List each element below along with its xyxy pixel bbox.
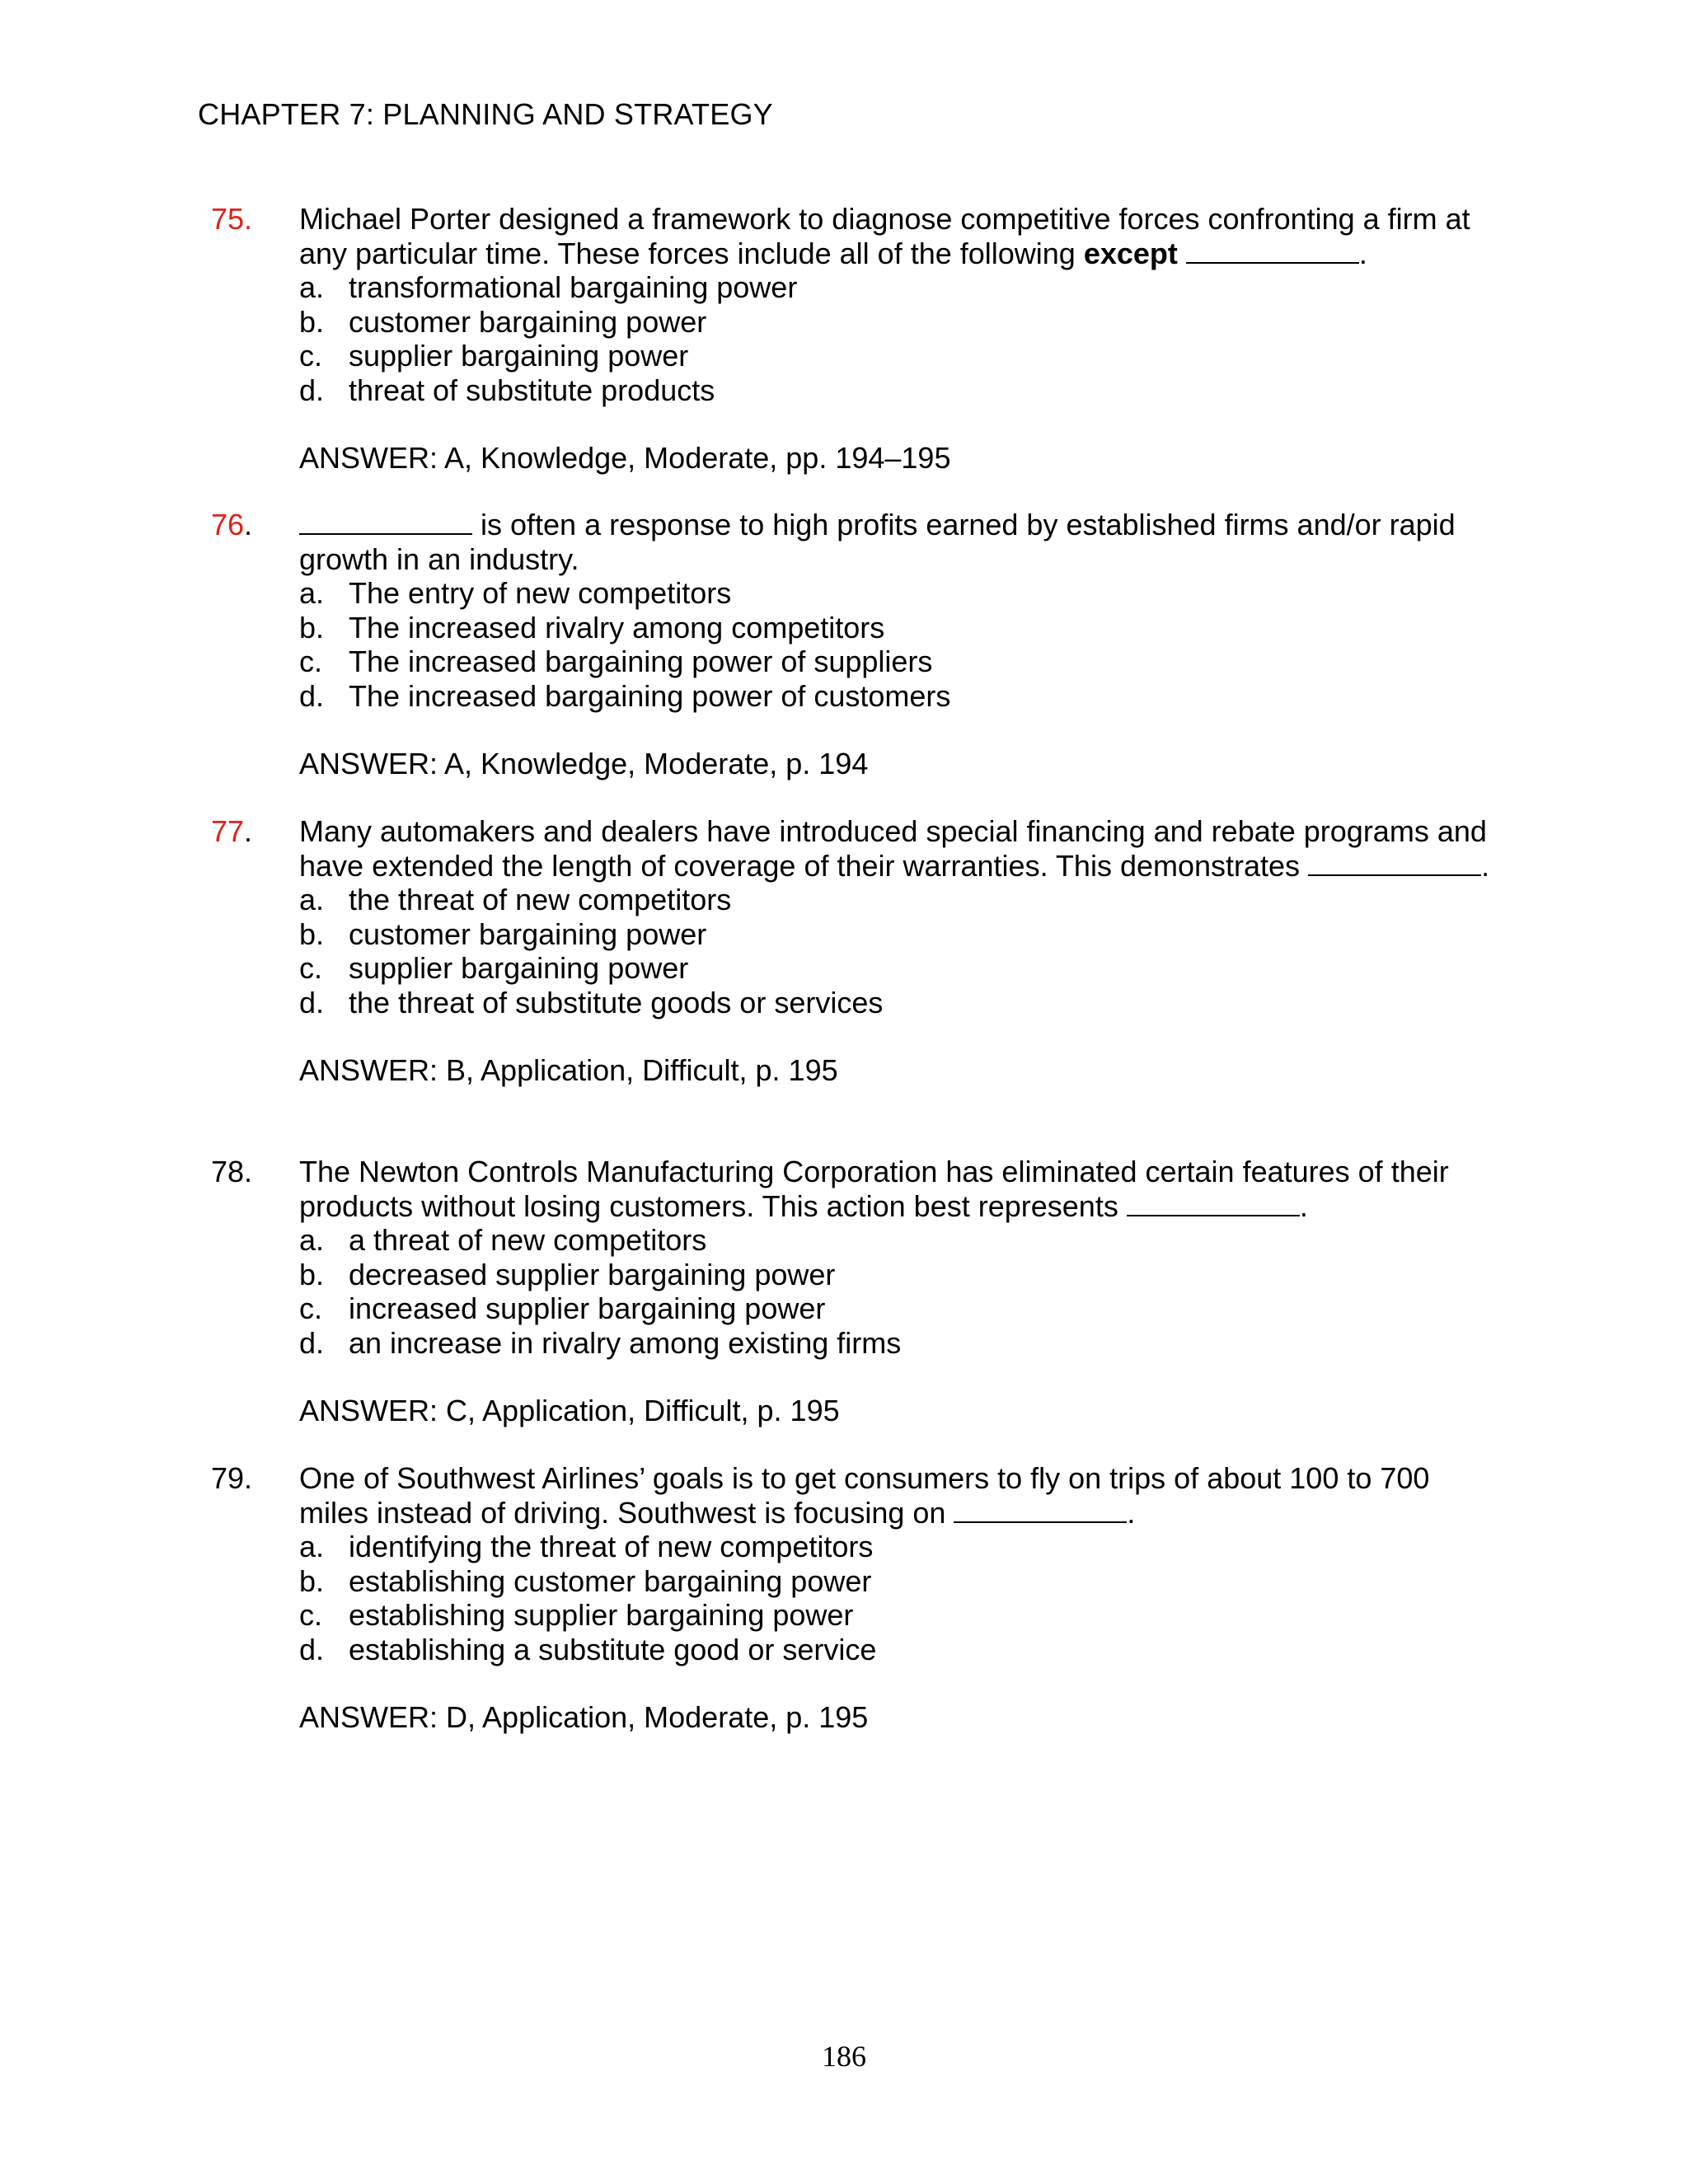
stem-text: One of Southwest Airlines’ goals is to get consumers to fly on trips of about 100 to 700 miles instead of driving. Southwest is focusing on (299, 1461, 1430, 1530)
option-text: The entry of new competitors (349, 576, 732, 610)
option-letter: d. (299, 373, 325, 407)
answer-blank (299, 509, 472, 535)
option-text: threat of substitute products (349, 373, 715, 407)
answer-line: ANSWER: C, Application, Difficult, p. 195 (299, 1394, 840, 1427)
question-number: 78. (211, 1155, 253, 1188)
option-list (299, 576, 1494, 713)
question-number-dot: . (244, 814, 253, 848)
question-stem (299, 814, 1494, 883)
question-stem (299, 1155, 1494, 1223)
option-b (299, 611, 1494, 645)
option-d (299, 1633, 1494, 1667)
question-stem (299, 202, 1494, 270)
option-a (299, 576, 1494, 611)
option-text: the threat of new competitors (349, 883, 732, 916)
option-text: The increased bargaining power of customers (349, 678, 951, 713)
option-a (299, 1530, 1494, 1564)
stem-text-end: . (1481, 848, 1490, 883)
option-text: The increased bargaining power of suppliers (349, 644, 933, 678)
option-text: a threat of new competitors (349, 1223, 707, 1257)
option-letter: a. (299, 270, 325, 304)
option-text: supplier bargaining power (349, 339, 689, 373)
option-a (299, 883, 1494, 917)
option-text: customer bargaining power (349, 916, 707, 951)
question-number-value: 77 (211, 814, 245, 848)
option-letter: a. (299, 1223, 325, 1257)
answer-line: ANSWER: A, Knowledge, Moderate, p. 194 (299, 747, 869, 780)
answer-blank (954, 1497, 1127, 1523)
answer-line: ANSWER: D, Application, Moderate, p. 195 (299, 1700, 869, 1734)
question-stem (299, 1461, 1494, 1530)
option-b (299, 1258, 1494, 1292)
option-text: identifying the threat of new competitors (349, 1530, 874, 1563)
option-list (299, 1530, 1494, 1666)
answer-blank (1186, 237, 1359, 264)
stem-text: The Newton Controls Manufacturing Corporation has eliminated certain features of their products without losing customers. This action best represents (299, 1155, 1449, 1223)
question-body (299, 202, 1494, 476)
question-body (299, 1155, 1494, 1428)
answer-blank (1127, 1190, 1300, 1216)
option-letter: c. (299, 1598, 323, 1632)
option-letter: c. (299, 339, 323, 373)
option-text: supplier bargaining power (349, 951, 689, 985)
question-number: 75. (211, 202, 253, 236)
question-number-value: 76 (211, 508, 245, 541)
option-text: establishing a substitute good or service (349, 1632, 877, 1666)
option-d (299, 986, 1494, 1020)
answer-line: ANSWER: B, Application, Difficult, p. 195 (299, 1053, 838, 1087)
option-letter: d. (299, 678, 325, 713)
option-text: increased supplier bargaining power (349, 1291, 826, 1325)
question-number (211, 508, 285, 542)
option-list (299, 883, 1494, 1019)
page-header: CHAPTER 7: PLANNING AND STRATEGY (198, 97, 773, 131)
stem-text-end: . (1358, 236, 1367, 270)
answer-blank (1308, 850, 1481, 876)
option-letter: a. (299, 883, 325, 916)
stem-text: Many automakers and dealers have introduced special financing and rebate programs and have extended the length of coverage of their warranties. This demonstrates (299, 814, 1487, 883)
question-body (299, 508, 1494, 781)
question-body (299, 814, 1494, 1088)
option-letter: c. (299, 951, 323, 985)
option-letter: d. (299, 1632, 325, 1666)
option-letter: c. (299, 644, 323, 678)
question-stem (299, 508, 1494, 576)
option-text: an increase in rivalry among existing firms (349, 1325, 902, 1360)
option-letter: b. (299, 916, 325, 951)
option-letter: d. (299, 985, 325, 1019)
option-letter: b. (299, 1257, 325, 1291)
option-a (299, 270, 1494, 305)
option-c (299, 951, 1494, 986)
option-text: transformational bargaining power (349, 270, 798, 304)
option-b (299, 917, 1494, 952)
option-letter: a. (299, 576, 325, 610)
option-list (299, 1223, 1494, 1360)
option-letter: b. (299, 1563, 325, 1598)
option-letter: b. (299, 610, 325, 644)
stem-text: is often a response to high profits earned by established firms and/or rapid growth in an industry. (299, 508, 1456, 576)
option-text: establishing supplier bargaining power (349, 1598, 854, 1632)
option-text: The increased rivalry among competitors (349, 610, 885, 644)
page-number: 186 (822, 2040, 866, 2073)
option-b (299, 1564, 1494, 1599)
option-text: customer bargaining power (349, 304, 707, 339)
option-a (299, 1223, 1494, 1258)
stem-text-end: . (1299, 1188, 1308, 1223)
option-d (299, 679, 1494, 714)
option-c (299, 1291, 1494, 1326)
question-body (299, 1461, 1494, 1735)
stem-text-end: . (1127, 1495, 1136, 1530)
stem-text: Michael Porter designed a framework to diagnose competitive forces confronting a firm at any particular time. These forces include all of the following (299, 202, 1470, 270)
option-c (299, 339, 1494, 373)
stem-emphasis: except (1083, 236, 1178, 270)
option-letter: b. (299, 304, 325, 339)
option-c (299, 1598, 1494, 1633)
question-number (211, 814, 285, 849)
option-list (299, 270, 1494, 407)
option-letter: a. (299, 1530, 325, 1563)
question-number-dot: . (244, 508, 253, 541)
option-b (299, 305, 1494, 340)
option-text: the threat of substitute goods or services (349, 985, 884, 1019)
option-text: decreased supplier bargaining power (349, 1257, 836, 1291)
option-letter: d. (299, 1325, 325, 1360)
option-c (299, 644, 1494, 679)
question-number: 79. (211, 1461, 253, 1495)
option-d (299, 373, 1494, 408)
option-text: establishing customer bargaining power (349, 1563, 872, 1598)
answer-line: ANSWER: A, Knowledge, Moderate, pp. 194–195 (299, 441, 951, 475)
option-d (299, 1326, 1494, 1361)
option-letter: c. (299, 1291, 323, 1325)
